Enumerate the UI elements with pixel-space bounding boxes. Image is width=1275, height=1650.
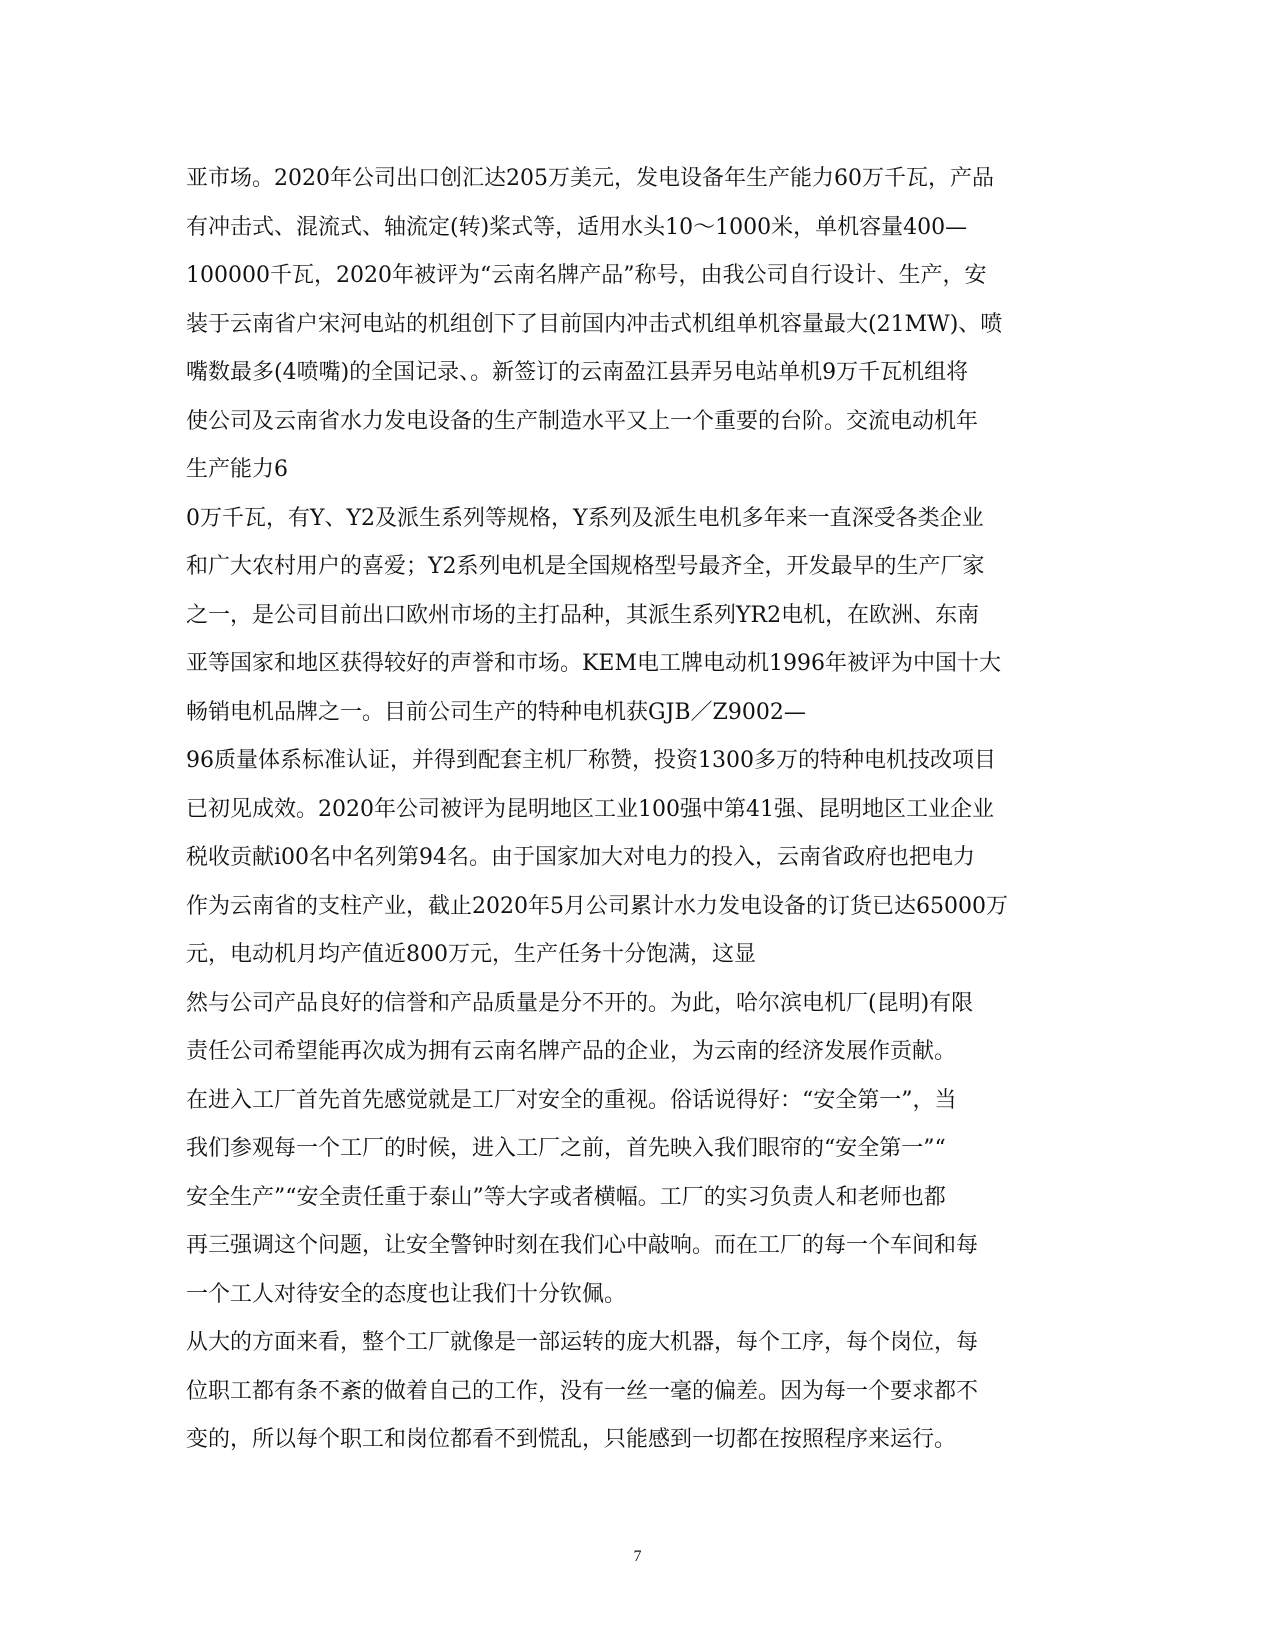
text-line: 责任公司希望能再次成为拥有云南名牌产品的企业，为云南的经济发展作贡献。: [186, 1039, 957, 1064]
text-line: 有冲击式、混流式、轴流定(转)桨式等，适用水头10～1000米，单机容量400—: [186, 214, 968, 240]
text-line: 和广大农村用户的喜爱；Y2系列电机是全国规格型号最齐全，开发最早的生产厂家: [186, 554, 985, 579]
text-line: 在进入工厂首先首先感觉就是工厂对安全的重视。俗话说得好：“安全第一”，当: [186, 1087, 957, 1113]
text-line: 变的，所以每个职工和岗位都看不到慌乱，只能感到一切都在按照程序来运行。: [186, 1427, 957, 1452]
text-line: 然与公司产品良好的信誉和产品质量是分不开的。为此，哈尔滨电机厂(昆明)有限: [186, 990, 974, 1016]
text-line: 0万千瓦，有Y、Y2及派生系列等规格，Y系列及派生电机多年来一直深受各类企业: [186, 505, 984, 531]
text-line: 嘴数最多(4喷嘴)的全国记录、。新签订的云南盈江县弄另电站单机9万千瓦机组将: [186, 360, 969, 385]
text-line: 再三强调这个问题，让安全警钟时刻在我们心中敲响。而在工厂的每一个车间和每: [186, 1233, 979, 1258]
page-number: 7: [633, 1548, 642, 1565]
body-text: [186, 155, 1086, 1465]
text-line: 税收贡献i00名中名列第94名。由于国家加大对电力的投入，云南省政府也把电力: [186, 845, 976, 870]
text-line: 位职工都有条不紊的做着自己的工作，没有一丝一毫的偏差。因为每一个要求都不: [186, 1378, 979, 1404]
text-line: 亚等国家和地区获得较好的声誉和市场。KEM电工牌电动机1996年被评为中国十大: [186, 651, 1002, 676]
text-line: 元，电动机月均产值近800万元，生产任务十分饱满，这显: [186, 942, 756, 967]
text-line: 安全生产”“安全责任重于泰山”等大字或者横幅。工厂的实习负责人和老师也都: [186, 1184, 946, 1210]
text-line: 装于云南省户宋河电站的机组创下了目前国内冲击式机组单机容量最大(21MW)、喷: [186, 311, 1003, 337]
text-line: 使公司及云南省水力发电设备的生产制造水平又上一个重要的台阶。交流电动机年: [186, 408, 979, 434]
text-line: 之一，是公司目前出口欧州市场的主打品种，其派生系列YR2电机，在欧洲、东南: [186, 602, 980, 628]
text-line: 畅销电机品牌之一。目前公司生产的特种电机获GJB／Z9002—: [186, 699, 806, 725]
text-line: 生产能力6: [186, 457, 288, 482]
text-line: 一个工人对待安全的态度也让我们十分钦佩。: [186, 1281, 627, 1307]
text-line: 已初见成效。2020年公司被评为昆明地区工业100强中第41强、昆明地区工业企业: [186, 796, 994, 822]
text-line: 亚市场。2020年公司出口创汇达205万美元，发电设备年生产能力60万千瓦，产品: [186, 166, 994, 191]
text-line: 96质量体系标准认证，并得到配套主机厂称赞，投资1300多万的特种电机技改项目: [186, 748, 996, 773]
text-line: 从大的方面来看，整个工厂就像是一部运转的庞大机器，每个工序，每个岗位，每: [186, 1330, 979, 1355]
text-line: 作为云南省的支柱产业，截止2020年5月公司累计水力发电设备的订货已达65000万: [186, 893, 1008, 919]
text-line: 我们参观每一个工厂的时候，进入工厂之前，首先映入我们眼帘的“安全第一”“: [186, 1136, 946, 1161]
text-line: 100000千瓦，2020年被评为“云南名牌产品”称号，由我公司自行设计、生产，安: [186, 263, 987, 288]
